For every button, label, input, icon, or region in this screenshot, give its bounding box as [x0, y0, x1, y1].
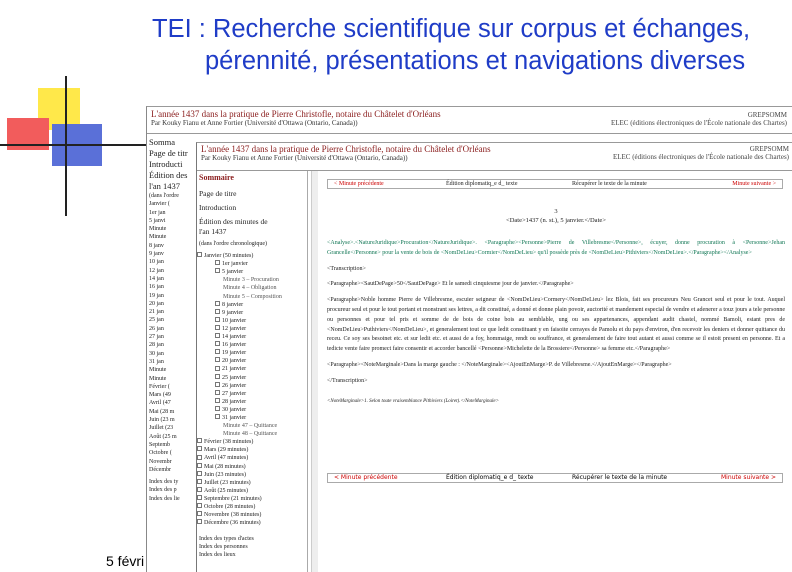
sidebar-tree-label: Août (25 minutes) [204, 487, 248, 494]
sidebar-tree-item[interactable] [197, 252, 307, 260]
tree-expand-icon[interactable] [215, 357, 220, 362]
sidebar-tree-label: Minute 47 – Quittance [223, 423, 278, 430]
sidebar-tree-label: Décembre (36 minutes) [204, 520, 261, 527]
sidebar-tree-item[interactable] [197, 422, 307, 430]
back-sidebar-tree-item[interactable]: 1er jan [149, 209, 166, 216]
sidebar-tree-item[interactable] [197, 390, 307, 398]
sidebar-tree-item[interactable] [197, 260, 307, 268]
tree-expand-icon[interactable] [215, 390, 220, 395]
tree-expand-icon[interactable] [215, 406, 220, 411]
sidebar-title-page-link[interactable]: Page de titre [199, 189, 237, 198]
sidebar-tree-label: 31 janvier [222, 414, 247, 421]
sidebar-tree-item[interactable] [197, 471, 307, 479]
tree-expand-icon[interactable] [197, 252, 202, 257]
sidebar-tree-label: 26 janvier [222, 382, 247, 389]
xml-analyse: <Analyse>.<NatureJuridique>Procuration</NatureJuridique>. <Paragraphe><Personne>Pierre de Villebresme</Personne>, écuyer, donne procuration à <Personne>Jehan Grancelle</Personne> pour la vente de bois de <NomDeLieu>Cormier</NomDeLieu> qu'il possède près de <NomDeLieu>Pithiviers</NomDeLieu>.</Paragraphe></Analyse> [327, 240, 785, 256]
slide-title-line1: TEI : Recherche scientifique sur corpus et échanges, [152, 15, 751, 43]
minute-number: 3 [554, 208, 558, 215]
back-sidebar-index-link[interactable]: Index des ty [149, 479, 179, 486]
sidebar-index-link[interactable]: Index des lieux [199, 552, 236, 559]
back-sidebar-tree [149, 200, 199, 474]
sidebar-tree-label: 28 janvier [222, 398, 247, 405]
back-sidebar-tree-item[interactable]: 31 jan [149, 358, 164, 365]
sidebar-tree-item[interactable] [197, 414, 307, 422]
sidebar-tree-label: 27 janvier [222, 390, 247, 397]
back-sidebar-index-link[interactable]: Index des lie [149, 495, 180, 502]
sidebar-tree-item[interactable] [197, 463, 307, 471]
diplomatic-edition-link[interactable]: Édition diplomatiq_e d_ texte [446, 181, 518, 187]
sidebar-edition-year: l'an 1437 [199, 227, 227, 236]
back-sidebar-tree-item[interactable]: Minute [149, 226, 167, 233]
back-window-header [151, 109, 787, 127]
sidebar-tree-label: 20 janvier [222, 358, 247, 365]
xml-note: <NoteMarginale>1. Selon toute vraisemblance Pithiviers (Loiret).</NoteMarginale> [327, 398, 499, 404]
sidebar-index-link[interactable]: Index des personnes [199, 544, 248, 551]
sidebar-tree-item[interactable] [197, 479, 307, 487]
sidebar-tree-item[interactable] [197, 268, 307, 276]
back-sidebar-tree-item[interactable]: 12 jan [149, 267, 164, 274]
xml-transcription-open: <Transcription> [327, 265, 366, 272]
sidebar-tree-item[interactable] [197, 382, 307, 390]
back-sidebar-tree-item[interactable]: Minute [149, 367, 167, 374]
back-sidebar-tree-item[interactable]: Septemb [149, 441, 170, 448]
back-sidebar-tree-item[interactable]: 14 jan [149, 275, 164, 282]
sidebar-tree-label: 8 janvier [222, 301, 244, 308]
front-window-sidebar [197, 173, 307, 560]
back-sidebar-year: l'an 1437 [149, 181, 181, 191]
minute-heading [327, 207, 785, 225]
back-sidebar-tree-item[interactable]: 10 jan [149, 259, 164, 266]
tree-expand-icon[interactable] [197, 487, 202, 492]
tree-expand-icon[interactable] [215, 309, 220, 314]
sidebar-tree-item[interactable] [197, 333, 307, 341]
back-window-publisher: GREPSOMM ELEC (éditions électroniques de l'École nationale des Chartes) [610, 111, 787, 127]
sidebar-tree-label: 14 janvier [222, 334, 247, 341]
tree-expand-icon[interactable] [215, 349, 220, 354]
sidebar-tree-label: Février (38 minutes) [204, 439, 254, 446]
sidebar-tree-item[interactable] [197, 406, 307, 414]
tree-expand-icon[interactable] [197, 455, 202, 460]
sidebar-tree-item[interactable] [197, 365, 307, 373]
sidebar-tree-item[interactable] [197, 438, 307, 446]
tree-expand-icon[interactable] [197, 446, 202, 451]
back-sidebar-tree-item[interactable]: 21 jan [149, 309, 164, 316]
sidebar-tree-item[interactable] [197, 430, 307, 438]
back-sidebar-indexes [149, 478, 199, 503]
diplomatic-edition-link-bottom[interactable]: Édition diplomatiq_e d_ texte [446, 474, 534, 481]
back-sidebar-tree-item[interactable]: 20 jan [149, 300, 164, 307]
sidebar-tree-item[interactable] [197, 398, 307, 406]
tree-expand-icon[interactable] [197, 479, 202, 484]
sidebar-tree-label: Minute 48 – Quittance [223, 431, 278, 438]
xml-transcription [327, 239, 785, 406]
tree-expand-icon[interactable] [215, 260, 220, 265]
back-sidebar-tree-item[interactable]: Juillet (23 [149, 425, 174, 432]
back-sidebar-tree-item[interactable]: Octobre ( [149, 450, 172, 457]
sidebar-tree-item[interactable] [197, 487, 307, 495]
sidebar-introduction-link[interactable]: Introduction [199, 203, 237, 212]
back-sidebar-tree-item[interactable]: 5 janvi [149, 217, 166, 224]
minute-date: <Date>1437 (n. st.), 5 janvier.</Date> [506, 217, 606, 224]
back-sidebar-tree-item[interactable]: 30 jan [149, 350, 164, 357]
front-window-header [201, 144, 789, 162]
sidebar-tree-label: 25 janvier [222, 374, 247, 381]
sidebar-tree-label: Avril (47 minutes) [204, 455, 249, 462]
back-window-sidebar [149, 137, 199, 503]
sidebar-tree-item[interactable] [197, 317, 307, 325]
sidebar-tree-item[interactable] [197, 495, 307, 503]
minute-content [327, 179, 785, 412]
back-sidebar-tree-item[interactable]: Avril (47 [149, 400, 171, 407]
sidebar-tree-label: Septembre (21 minutes) [204, 495, 262, 502]
back-sidebar-tree-item[interactable]: Minute [149, 375, 167, 382]
sidebar-tree-item[interactable] [197, 284, 307, 292]
decor-horizontal-line [0, 144, 148, 146]
back-sidebar-tree-item[interactable]: Minute [149, 234, 167, 241]
sidebar-tree-label: 5 janvier [222, 269, 244, 276]
tree-expand-icon[interactable] [197, 495, 202, 500]
next-minute-link-bottom[interactable]: Minute suivante > [720, 474, 776, 481]
sidebar-tree-item[interactable] [197, 446, 307, 454]
sidebar-tree-label: Juin (23 minutes) [204, 471, 246, 478]
sidebar-tree-item[interactable] [197, 357, 307, 365]
next-minute-link[interactable]: Minute suivante > [732, 181, 776, 187]
back-sidebar-tree-item[interactable]: 25 jan [149, 317, 164, 324]
back-sidebar-tree-item[interactable]: Mars (49 [149, 392, 171, 399]
back-sidebar-tree-item[interactable]: 27 jan [149, 334, 164, 341]
sidebar-tree-label: Mars (29 minutes) [204, 447, 249, 454]
back-sidebar-tree-item[interactable]: Novembr [149, 458, 172, 465]
sidebar-tree-label: Minute 4 – Obligation [223, 285, 277, 292]
tree-expand-icon[interactable] [197, 503, 202, 508]
sidebar-title: Sommaire [199, 173, 234, 182]
sidebar-tree-label: Minute 5 – Composition [223, 293, 282, 300]
sidebar-index-link[interactable]: Index des types d'actes [199, 536, 254, 543]
tree-expand-icon[interactable] [215, 341, 220, 346]
xml-paragraph-1: <Paragraphe><SautDePage>50</SautDePage> Et le samedi cinquiesme jour de janvier.</Paragraphe> [327, 281, 574, 288]
sidebar-tree-item[interactable] [197, 511, 307, 519]
back-sidebar-order: (dans l'ordre [149, 193, 179, 199]
back-sidebar-tree-item[interactable]: Février ( [149, 383, 170, 390]
sidebar-tree-label: 16 janvier [222, 342, 247, 349]
back-sidebar-tree-item[interactable]: 8 janv [149, 242, 164, 249]
front-window-publisher: GREPSOMM ELEC (éditions électroniques de l'École nationale des Chartes) [612, 145, 789, 161]
sidebar-tree-item[interactable] [197, 519, 307, 527]
back-window-authors: Par Kouky Fianu et Anne Fortier (Université d'Ottawa (Ontario, Canada)) [151, 119, 358, 127]
top-nav-bar [327, 179, 783, 189]
sidebar-tree-label: Novembre (38 minutes) [204, 512, 262, 519]
retrieve-text-link-bottom[interactable]: Récupérer le texte de la minute [572, 474, 668, 481]
tree-expand-icon[interactable] [215, 268, 220, 273]
back-sidebar-tree-item[interactable]: 26 jan [149, 325, 164, 332]
back-sidebar-tree-item[interactable]: 16 jan [149, 284, 164, 291]
back-sidebar-edition[interactable]: Édition des [149, 170, 188, 180]
front-window-authors: Par Kouky Fianu et Anne Fortier (Université d'Ottawa (Ontario, Canada)) [201, 154, 408, 162]
xml-transcription-close: </Transcription> [327, 377, 368, 384]
back-sidebar-tree-item[interactable]: 19 jan [149, 292, 164, 299]
tree-expand-icon[interactable] [215, 382, 220, 387]
sidebar-tree-label: Minute 3 – Procuration [223, 277, 279, 284]
tree-expand-icon[interactable] [215, 333, 220, 338]
sidebar-tree-item[interactable] [197, 276, 307, 284]
sidebar-tree-label: 9 janvier [222, 309, 244, 316]
tree-expand-icon[interactable] [215, 398, 220, 403]
back-sidebar-tree-item[interactable]: 9 janv [149, 251, 164, 258]
sidebar-tree-item[interactable] [197, 293, 307, 301]
tree-expand-icon[interactable] [197, 463, 202, 468]
sidebar-tree-item[interactable] [197, 503, 307, 511]
tree-expand-icon[interactable] [215, 374, 220, 379]
tree-expand-icon[interactable] [215, 317, 220, 322]
previous-minute-link-bottom[interactable]: < Minute précédente [334, 474, 398, 481]
sidebar-tree-label: 12 janvier [222, 325, 247, 332]
sidebar-border [307, 171, 308, 572]
back-window-title: L'année 1437 dans la pratique de Pierre Christofle, notaire du Châtelet d'Orléans [151, 109, 441, 119]
back-sidebar-title[interactable]: Somma [149, 137, 175, 147]
back-sidebar-tree-item[interactable]: Août (25 m [149, 433, 177, 440]
tree-expand-icon[interactable] [197, 519, 202, 524]
sidebar-order-note: (dans l'ordre chronologique) [199, 241, 268, 247]
sidebar-tree-item[interactable] [197, 325, 307, 333]
sidebar-tree-label: Mai (28 minutes) [204, 463, 246, 470]
sidebar-tree-label: 30 janvier [222, 406, 247, 413]
tree-expand-icon[interactable] [215, 414, 220, 419]
tree-expand-icon[interactable] [215, 366, 220, 371]
front-browser-window [196, 142, 792, 572]
sidebar-tree-label: Juillet (23 minutes) [204, 479, 251, 486]
front-window-title: L'année 1437 dans la pratique de Pierre Christofle, notaire du Châtelet d'Orléans [201, 144, 491, 154]
sidebar-tree-item[interactable] [197, 309, 307, 317]
bottom-nav-wrapper [327, 473, 783, 483]
sidebar-tree [197, 252, 307, 527]
sidebar-tree-label: 21 janvier [222, 366, 247, 373]
previous-minute-link[interactable]: < Minute précédente [334, 181, 384, 187]
tree-expand-icon[interactable] [215, 301, 220, 306]
sidebar-tree-label: 19 janvier [222, 350, 247, 357]
back-sidebar-tree-item[interactable]: Janvier ( [149, 201, 170, 208]
back-window-divider [147, 133, 792, 134]
retrieve-text-link[interactable]: Récupérer le texte de la minute [572, 181, 647, 187]
sidebar-tree-label: 1er janvier [222, 261, 248, 268]
tree-expand-icon[interactable] [197, 471, 202, 476]
decor-vertical-line [65, 76, 67, 216]
xml-paragraph-2: <Paragraphe>Noble homme Pierre de Villebresme, escuier seigneur de <NomDeLieu>Cormery</NomDeLieu> lez Blois, fait ses procureurs Neu Grancet seul et pour le tout. Auquel procureur seul et pour le tout portant et monstrant ses lettres, a dit constitué, a donné et donne plain povoir, auctorité et mandement especial de vendre et adenerer a touz jours a tele personne ou personnes et pour tel pris et somme de de bois de coine bois au semblable, ung ou ses appartenances, appendant audit chastel, nommé Bamoli, estant pres de <NomDeLieu>Puthiviers</NomDeLieu>, et generalement tout ce que ledit constituant y en faisoite cerrayes de Pamolu et du pays d'environ, d'en recevoir les deniers et donner quittance du receu. Ce soy ses besoinet etc. et sur ledit etc. et aussi de a foy, hommaige, rendt ou souffrance, et generalement de faire tout autant et aussi comme se il estoit present en personne. Et a tedicte vente faire promect faire consentir et accorder bancellé <Personne>Michelette de la Brossiere</Personne> sa femme etc.</Paragraphe> [327, 297, 785, 353]
sidebar-tree-item[interactable] [197, 349, 307, 357]
sidebar-tree-item[interactable] [197, 341, 307, 349]
sidebar-tree-label: 10 janvier [222, 317, 247, 324]
sidebar-edition-link[interactable]: Édition des minutes de [199, 217, 268, 226]
back-sidebar-introduction[interactable]: Introducti [149, 159, 183, 169]
sidebar-indexes [197, 535, 307, 559]
slide-title-line2: pérennité, présentations et navigations diverses [205, 47, 746, 75]
slide-footer-date: 5 févri [106, 553, 145, 569]
sidebar-tree-label: Octobre (28 minutes) [204, 504, 256, 510]
back-sidebar-tree-item[interactable]: Mai (28 m [149, 408, 175, 415]
tree-expand-icon[interactable] [197, 438, 202, 443]
sidebar-tree-item[interactable] [197, 301, 307, 309]
sidebar-tree-item[interactable] [197, 374, 307, 382]
back-sidebar-title-page[interactable]: Page de titr [149, 148, 188, 158]
back-sidebar-tree-item[interactable]: 28 jan [149, 342, 164, 349]
xml-paragraph-3: <Paragraphe><NoteMarginale>Dans la marge gauche : </NoteMarginale><AjoutEnMarge>P. de Villebresme.</AjoutEnMarge></Paragraphe> [327, 361, 672, 368]
back-sidebar-tree-item[interactable]: Décembr [149, 466, 171, 473]
sidebar-scrollbar[interactable] [311, 171, 318, 572]
front-window-divider [197, 170, 792, 171]
sidebar-tree-label: Janvier (50 minutes) [204, 253, 254, 260]
sidebar-tree-item[interactable] [197, 454, 307, 462]
tree-expand-icon[interactable] [197, 511, 202, 516]
bottom-nav-bar [327, 473, 783, 483]
back-sidebar-tree-item[interactable]: Juin (23 m [149, 417, 175, 424]
back-sidebar-index-link[interactable]: Index des p [149, 487, 177, 494]
tree-expand-icon[interactable] [215, 325, 220, 330]
